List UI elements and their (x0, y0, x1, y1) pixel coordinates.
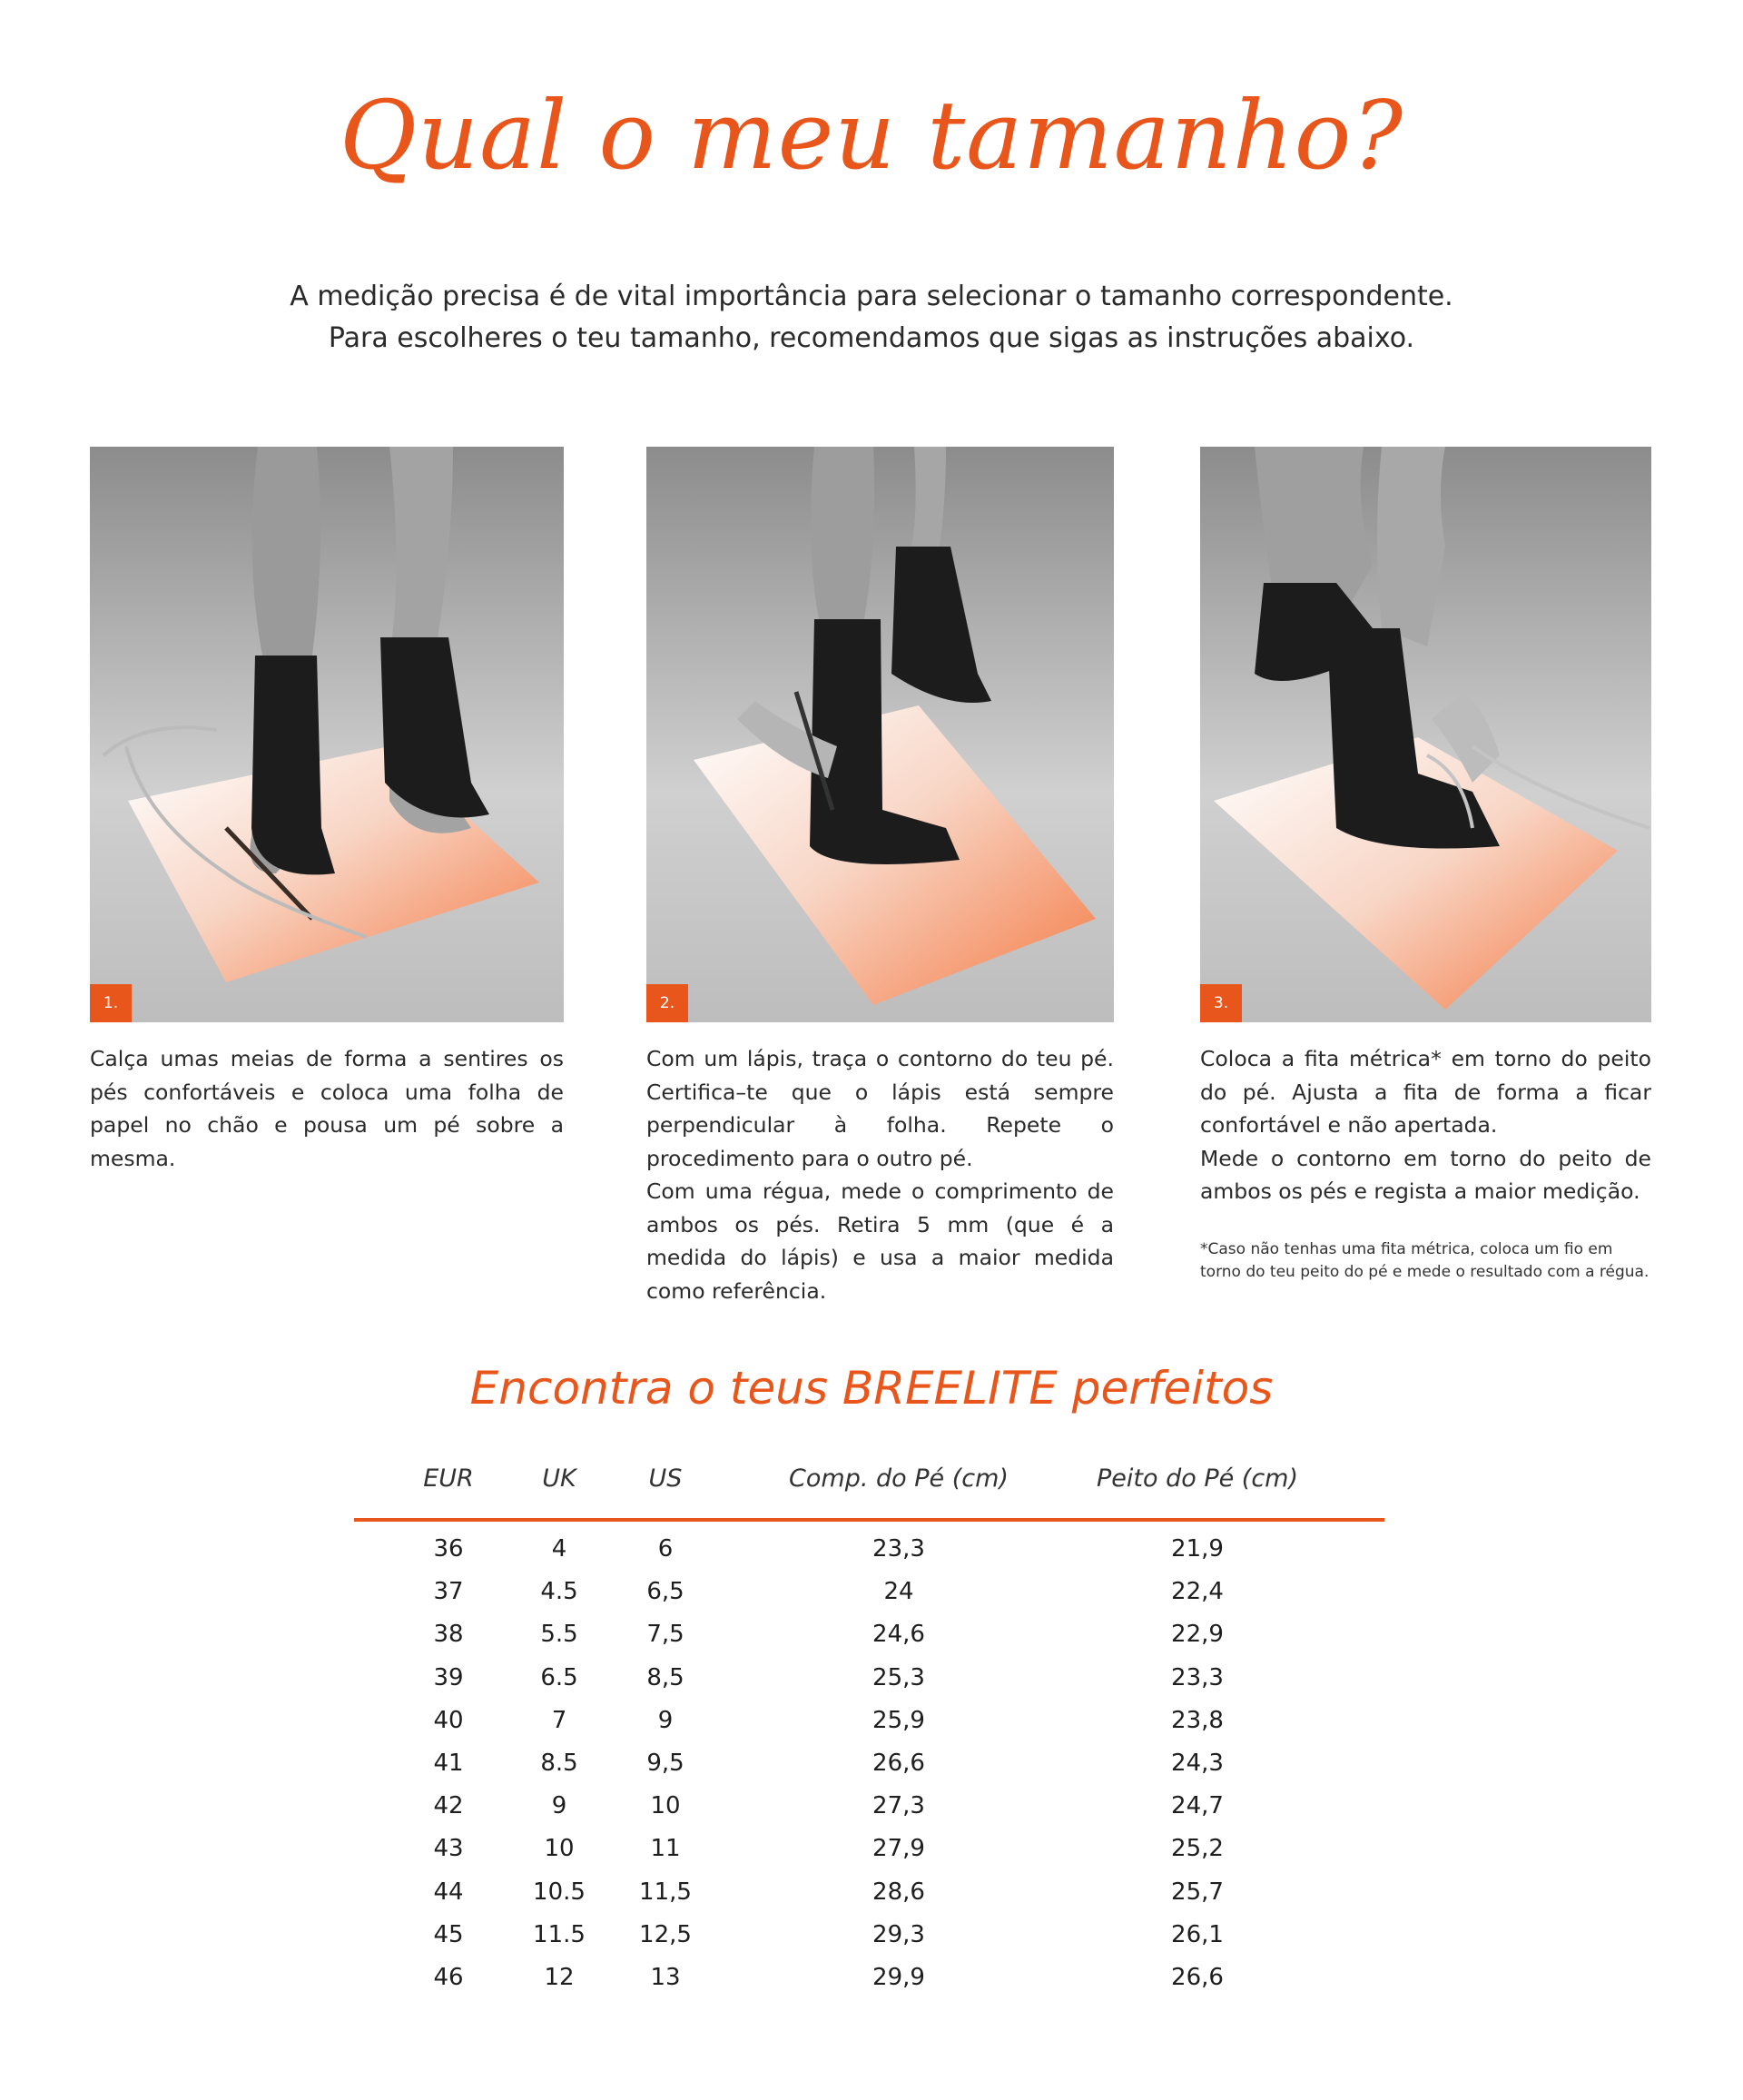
cell-foot-length: 27,9 (872, 1835, 925, 1863)
header-uk: UK (542, 1464, 576, 1493)
cell-uk: 10.5 (533, 1878, 586, 1906)
cell-us: 11 (650, 1835, 681, 1863)
step-1-badge: 1. (90, 984, 132, 1022)
intro-line-1: A medição precisa é de vital importância para selecionar o tamanho correspondente. (290, 281, 1453, 312)
cell-foot-length: 25,9 (872, 1706, 925, 1734)
table-row (354, 1664, 1384, 1707)
cell-us: 10 (650, 1792, 681, 1820)
step-2-badge: 2. (646, 984, 688, 1022)
cell-uk: 10 (544, 1835, 575, 1863)
table-row (354, 1578, 1384, 1621)
cell-instep: 24,7 (1171, 1792, 1224, 1820)
cell-uk: 12 (544, 1963, 575, 1991)
cell-instep: 23,8 (1171, 1706, 1224, 1734)
cell-uk: 4 (551, 1535, 567, 1563)
table-row (354, 1921, 1384, 1964)
step-3-paragraph: Mede o contorno em torno do peito de ambos os pés e regista a maior medição. (1200, 1145, 1651, 1204)
size-table-header (354, 1457, 1384, 1515)
cell-eur: 46 (433, 1963, 464, 1991)
cell-uk: 6.5 (540, 1663, 578, 1691)
intro-line-2: Para escolheres o teu tamanho, recomendamos que sigas as instruções abaixo. (328, 322, 1415, 354)
table-row (354, 1878, 1384, 1921)
cell-instep: 26,1 (1171, 1920, 1224, 1948)
cell-instep: 26,6 (1171, 1963, 1224, 1991)
page-title: Qual o meu tamanho? (339, 80, 1404, 191)
cell-eur: 39 (433, 1663, 464, 1691)
cell-instep: 25,7 (1171, 1878, 1224, 1906)
step-1-text (90, 1042, 564, 1175)
cell-eur: 38 (433, 1621, 464, 1649)
step-3-paragraph: Coloca a fita métrica* em torno do peito do pé. Ajusta a fita de forma a ficar confortável e não apertada. (1200, 1046, 1651, 1138)
cell-instep: 25,2 (1171, 1835, 1224, 1863)
step-2-photo (646, 447, 1114, 1022)
table-row (354, 1750, 1384, 1792)
cell-foot-length: 29,9 (872, 1963, 925, 1991)
header-foot-length: Comp. do Pé (cm) (789, 1464, 1009, 1493)
cell-foot-length: 27,3 (872, 1792, 925, 1820)
cell-eur: 41 (433, 1749, 464, 1777)
size-table (354, 1457, 1384, 1991)
cell-eur: 37 (433, 1578, 464, 1606)
intro-text (0, 276, 1743, 360)
cell-uk: 8.5 (540, 1749, 578, 1777)
cell-us: 9,5 (646, 1749, 684, 1777)
cell-uk: 7 (551, 1706, 567, 1734)
step-2-illustration (646, 447, 1114, 1022)
table-row (354, 1535, 1384, 1578)
table-row (354, 1621, 1384, 1663)
cell-eur: 45 (433, 1920, 464, 1948)
cell-foot-length: 29,3 (872, 1920, 925, 1948)
cell-us: 6,5 (646, 1578, 684, 1606)
step-3-text (1200, 1042, 1651, 1208)
cell-eur: 42 (433, 1792, 464, 1820)
header-eur: EUR (423, 1464, 474, 1493)
header-divider (354, 1518, 1384, 1522)
cell-uk: 4.5 (540, 1578, 578, 1606)
cell-foot-length: 28,6 (872, 1878, 925, 1906)
table-row (354, 1792, 1384, 1835)
header-us: US (648, 1464, 683, 1493)
cell-us: 6 (657, 1535, 674, 1563)
step-3-illustration (1200, 447, 1651, 1022)
cell-us: 11,5 (639, 1878, 692, 1906)
cell-instep: 22,4 (1171, 1578, 1224, 1606)
size-chart-title: Encontra o teus BREELITE perfeitos (469, 1362, 1274, 1415)
cell-foot-length: 24 (883, 1578, 914, 1606)
step-3-footnote: *Caso não tenhas uma fita métrica, coloca um fio em torno do teu peito do pé e mede o resultado com a régua. (1200, 1240, 1649, 1281)
step-3-photo (1200, 447, 1651, 1022)
cell-uk: 9 (551, 1792, 567, 1820)
cell-foot-length: 26,6 (872, 1749, 925, 1777)
cell-us: 13 (650, 1963, 681, 1991)
cell-foot-length: 23,3 (872, 1535, 925, 1563)
cell-uk: 11.5 (533, 1920, 586, 1948)
step-1-illustration (90, 447, 564, 1022)
step-1-photo (90, 447, 564, 1022)
table-row (354, 1707, 1384, 1750)
cell-instep: 23,3 (1171, 1663, 1224, 1691)
cell-eur: 43 (433, 1835, 464, 1863)
cell-foot-length: 25,3 (872, 1663, 925, 1691)
size-table-body (354, 1535, 1384, 2006)
step-2-paragraph: Com uma régua, mede o comprimento de ambos os pés. Retira 5 mm (que é a medida do lápis) e usa a maior medida como referência. (646, 1178, 1114, 1304)
cell-us: 8,5 (646, 1663, 684, 1691)
cell-eur: 36 (433, 1535, 464, 1563)
cell-foot-length: 24,6 (872, 1621, 925, 1649)
step-1-paragraph: Calça umas meias de forma a sentires os pés confortáveis e coloca uma folha de papel no chão e pousa um pé sobre a mesma. (90, 1046, 564, 1171)
cell-us: 7,5 (646, 1621, 684, 1649)
table-row (354, 1964, 1384, 2006)
cell-instep: 21,9 (1171, 1535, 1224, 1563)
step-2-paragraph: Com um lápis, traça o contorno do teu pé. Certifica–te que o lápis está sempre perpendicular à folha. Repete o procedimento para o outro pé. (646, 1046, 1114, 1171)
step-2-text (646, 1042, 1114, 1307)
cell-eur: 44 (433, 1878, 464, 1906)
cell-instep: 24,3 (1171, 1749, 1224, 1777)
cell-uk: 5.5 (540, 1621, 578, 1649)
step-3-badge: 3. (1200, 984, 1242, 1022)
cell-us: 12,5 (639, 1920, 692, 1948)
header-instep: Peito do Pé (cm) (1096, 1464, 1299, 1493)
cell-eur: 40 (433, 1706, 464, 1734)
cell-instep: 22,9 (1171, 1621, 1224, 1649)
table-row (354, 1835, 1384, 1878)
cell-us: 9 (657, 1706, 674, 1734)
